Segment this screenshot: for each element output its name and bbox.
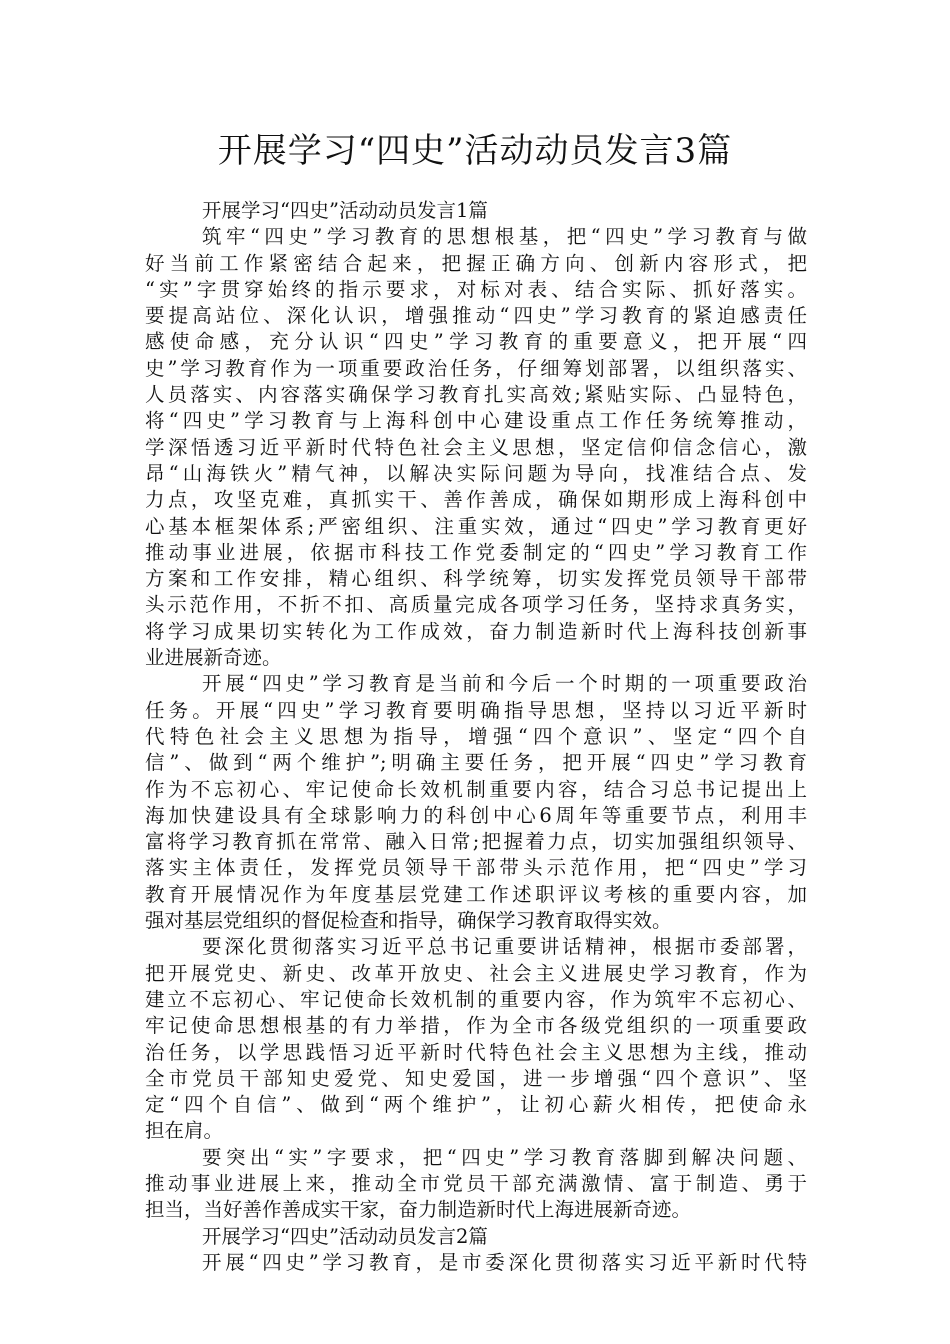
text-line: 海加快建设具有全球影响力的科创中心6周年等重要节点，利用丰	[145, 803, 807, 827]
text-line: 要深化贯彻落实习近平总书记重要讲话精神，根据市委部署，	[202, 935, 807, 959]
text-line: 开展“四史”学习教育，是市委深化贯彻落实习近平新时代特	[202, 1250, 807, 1274]
text-line: 将学习成果切实转化为工作成效，奋力制造新时代上海科技创新事	[145, 619, 807, 643]
text-line: 治任务，以学思践悟习近平新时代特色社会主义思想为主线，推动	[145, 1040, 807, 1064]
text-line: 人员落实、内容落实确保学习教育扎实高效;紧贴实际、凸显特色，	[145, 383, 807, 407]
text-line: 牢记使命思想根基的有力举措，作为全市各级党组织的一项重要政	[145, 1014, 807, 1038]
text-line: 开展“四史”学习教育是当前和今后一个时期的一项重要政治	[202, 672, 807, 696]
text-line: 把开展党史、新史、改革开放史、社会主义进展史学习教育，作为	[145, 961, 807, 985]
text-line: 要突出“实”字要求，把“四史”学习教育落脚到解决问题、	[202, 1145, 807, 1169]
text-line: 开展学习“四史”活动动员发言2篇	[202, 1224, 488, 1248]
text-line: 强对基层党组织的督促检查和指导，确保学习教育取得实效。	[145, 909, 672, 933]
text-line: 感使命感，充分认识“四史”学习教育的重要意义，把开展“四	[145, 330, 807, 354]
text-line: 昂“山海铁火”精气神，以解决实际问题为导向，找准结合点、发	[145, 461, 807, 485]
text-line: 富将学习教育抓在常常、融入日常;把握着力点，切实加强组织领导、	[145, 830, 807, 854]
text-line: 业进展新奇迹。	[145, 646, 282, 670]
text-line: “实”字贯穿始终的指示要求，对标对表、结合实际、抓好落实。	[145, 277, 807, 301]
text-line: 任务。开展“四史”学习教育要明确指导思想，坚持以习近平新时	[145, 698, 807, 722]
text-line: 担当，当好善作善成实干家，奋力制造新时代上海进展新奇迹。	[145, 1198, 692, 1222]
text-line: 作为不忘初心、牢记使命长效机制重要内容，结合习总书记提出上	[145, 777, 807, 801]
text-line: 全市党员干部知史爱党、知史爱国，进一步增强“四个意识”、坚	[145, 1066, 807, 1090]
text-line: 信”、做到“两个维护”;明确主要任务，把开展“四史”学习教育	[145, 751, 807, 775]
text-line: 建立不忘初心、牢记使命长效机制的重要内容，作为筑牢不忘初心、	[145, 987, 807, 1011]
text-line: 担在肩。	[145, 1119, 224, 1143]
text-line: 要提高站位、深化认识，增强推动“四史”学习教育的紧迫感责任	[145, 304, 807, 328]
text-line: 开展学习“四史”活动动员发言1篇	[202, 199, 488, 222]
text-line: 落实主体责任，发挥党员领导干部带头示范作用，把“四史”学习	[145, 856, 807, 880]
text-line: 推动事业进展，依据市科技工作党委制定的“四史”学习教育工作	[145, 540, 807, 564]
text-line: 定“四个自信”、做到“两个维护”，让初心薪火相传，把使命永	[145, 1093, 807, 1117]
text-line: 心基本框架体系;严密组织、注重实效，通过“四史”学习教育更好	[145, 514, 807, 538]
text-line: 教育开展情况作为年度基层党建工作述职评议考核的重要内容，加	[145, 882, 807, 906]
text-line: 学深悟透习近平新时代特色社会主义思想，坚定信仰信念信心，激	[145, 435, 807, 459]
text-line: 头示范作用，不折不扣、高质量完成各项学习任务，坚持求真务实，	[145, 593, 807, 617]
text-line: 方案和工作安排，精心组织、科学统筹，切实发挥党员领导干部带	[145, 567, 807, 591]
text-line: 将“四史”学习教育与上海科创中心建设重点工作任务统筹推动，	[145, 409, 807, 433]
text-line: 推动事业进展上来，推动全市党员干部充满激情、富于制造、勇于	[145, 1171, 807, 1195]
text-line: 好当前工作紧密结合起来，把握正确方向、创新内容形式，把	[145, 251, 807, 275]
document-body	[145, 198, 807, 1276]
text-line: 力点，攻坚克难，真抓实干、善作善成，确保如期形成上海科创中	[145, 488, 807, 512]
text-line: 筑牢“四史”学习教育的思想根基，把“四史”学习教育与做	[202, 225, 807, 249]
document-title: 开展学习“四史”活动动员发言3篇	[217, 131, 733, 171]
text-line: 史”学习教育作为一项重要政治任务，仔细筹划部署，以组织落实、	[145, 356, 807, 380]
text-line: 代特色社会主义思想为指导，增强“四个意识”、坚定“四个自	[145, 724, 807, 748]
